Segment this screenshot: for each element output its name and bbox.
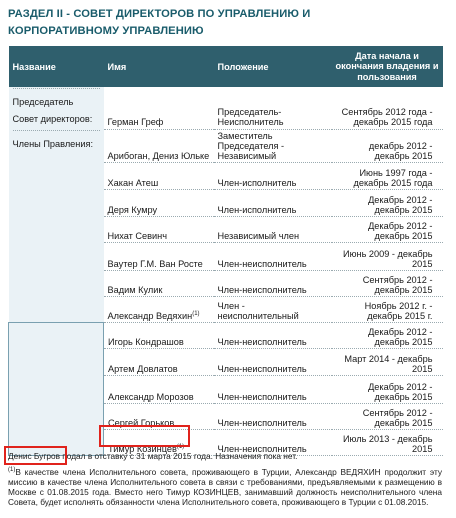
person-position: Член-неисполнитель — [214, 349, 332, 376]
footnote — [8, 465, 442, 507]
title-line-1: РАЗДЕЛ II - СОВЕТ ДИРЕКТОРОВ ПО УПРАВЛЕНИЮ И — [8, 8, 311, 20]
person-period: Декабрь 2012 - декабрь 2015 — [332, 376, 443, 404]
person-position: Член-неисполнитель — [214, 323, 332, 349]
person-period: Июнь 1997 года - декабрь 2015 года — [332, 163, 443, 190]
person-position: Член-неисполнитель — [214, 404, 332, 430]
role-members — [9, 129, 104, 323]
role-chair-line2: Совет директоров: — [12, 114, 93, 124]
person-name-cell — [104, 297, 214, 323]
header-person: Имя — [104, 46, 214, 87]
person-position: Член-неисполнитель — [214, 376, 332, 404]
footnote-ref: (1) — [192, 310, 200, 317]
footnote-text: В качестве члена Исполнительного совета, проживающего в Турции, Александр ВЕДЯХИН продолжит эту миссию в качестве члена Исполнительного совета в связи с требованиями, предъявляемыми к размещению в Москве с 01.08.2015 года. Вместо него Тимур КОЗИНЦЕВ, занимавший должность неисполнительного члена Совета, будет исполнять обязанности члена Исполнительного совета, проживающего в Турции с 01.08.2015. — [8, 467, 442, 507]
table-header-row — [9, 46, 443, 87]
person-name: Игорь Кондрашов — [104, 323, 214, 349]
person-period: Декабрь 2012 - декабрь 2015 — [332, 217, 443, 243]
person-name: Нихат Севинч — [104, 217, 214, 243]
person-period: Сентябрь 2012 - декабрь 2015 — [332, 271, 443, 297]
table-row — [9, 129, 443, 163]
person-position: Заместитель Председателя - Независимый — [214, 129, 332, 163]
person-period: декабрь 2012 - декабрь 2015 — [332, 129, 443, 163]
person-position: Член-неисполнитель — [214, 243, 332, 271]
person-period: Сентябрь 2012 - декабрь 2015 — [332, 404, 443, 430]
person-name: Хакан Атеш — [104, 163, 214, 190]
header-period: Дата начала и окончания владения и пользования — [332, 46, 443, 87]
person-name: Деря Кумру — [104, 190, 214, 217]
person-position: Член - неисполнительный — [214, 297, 332, 323]
footnote-mark: (1) — [8, 467, 16, 473]
person-name: Вадим Кулик — [104, 271, 214, 297]
person-name: Александр Морозов — [104, 376, 214, 404]
person-period: Ноябрь 2012 г. - декабрь 2015 г. — [332, 297, 443, 323]
person-period: Июнь 2009 - декабрь 2015 — [332, 243, 443, 271]
person-period: Сентябрь 2012 года - декабрь 2015 года — [332, 87, 443, 129]
person-position: Член-исполнитель — [214, 163, 332, 190]
person-period: Декабрь 2012 - декабрь 2015 — [332, 190, 443, 217]
person-name: Ваутер Г.М. Ван Росте — [104, 243, 214, 271]
person-name: Артем Довлатов — [104, 349, 214, 376]
resignation-text: подал в отставку с 31 марта 2015 года. Назначения пока нет. — [59, 451, 298, 461]
person-position: Член-исполнитель — [214, 190, 332, 217]
resignation-note — [8, 451, 442, 461]
role-members-cont — [9, 323, 104, 456]
role-chair-line1: Председатель — [12, 97, 74, 107]
table-row — [9, 323, 443, 349]
header-name: Название — [9, 46, 104, 87]
person-period: Март 2014 - декабрь 2015 — [332, 349, 443, 376]
header-position: Положение — [214, 46, 332, 87]
title-line-2: КОРПОРАТИВНОМУ УПРАВЛЕНИЮ — [8, 25, 204, 37]
role-members-label: Члены Правления: — [12, 139, 94, 149]
resigned-name: Денис Бугров — [8, 451, 60, 461]
person-name: Герман Греф — [104, 87, 214, 129]
board-table — [8, 46, 443, 456]
person-position: Председатель-Неисполнитель — [214, 87, 332, 129]
person-name: Тимур Козинцев — [108, 443, 177, 454]
person-position: Независимый член — [214, 217, 332, 243]
person-name: Александр Ведяхин — [107, 310, 193, 321]
role-chair — [9, 87, 104, 129]
section-title — [8, 6, 448, 40]
table-row — [9, 87, 443, 129]
person-name: Арибоган, Дениз Юльке — [104, 129, 214, 163]
person-name: Сергей Горьков — [104, 404, 214, 430]
footnote-ref: (1) — [176, 443, 185, 450]
person-period: Декабрь 2012 - декабрь 2015 — [332, 323, 443, 349]
person-period: Июль 2013 - декабрь 2015 — [332, 430, 443, 456]
person-position: Член-неисполнитель — [214, 430, 332, 456]
person-position: Член-неисполнитель — [214, 271, 332, 297]
